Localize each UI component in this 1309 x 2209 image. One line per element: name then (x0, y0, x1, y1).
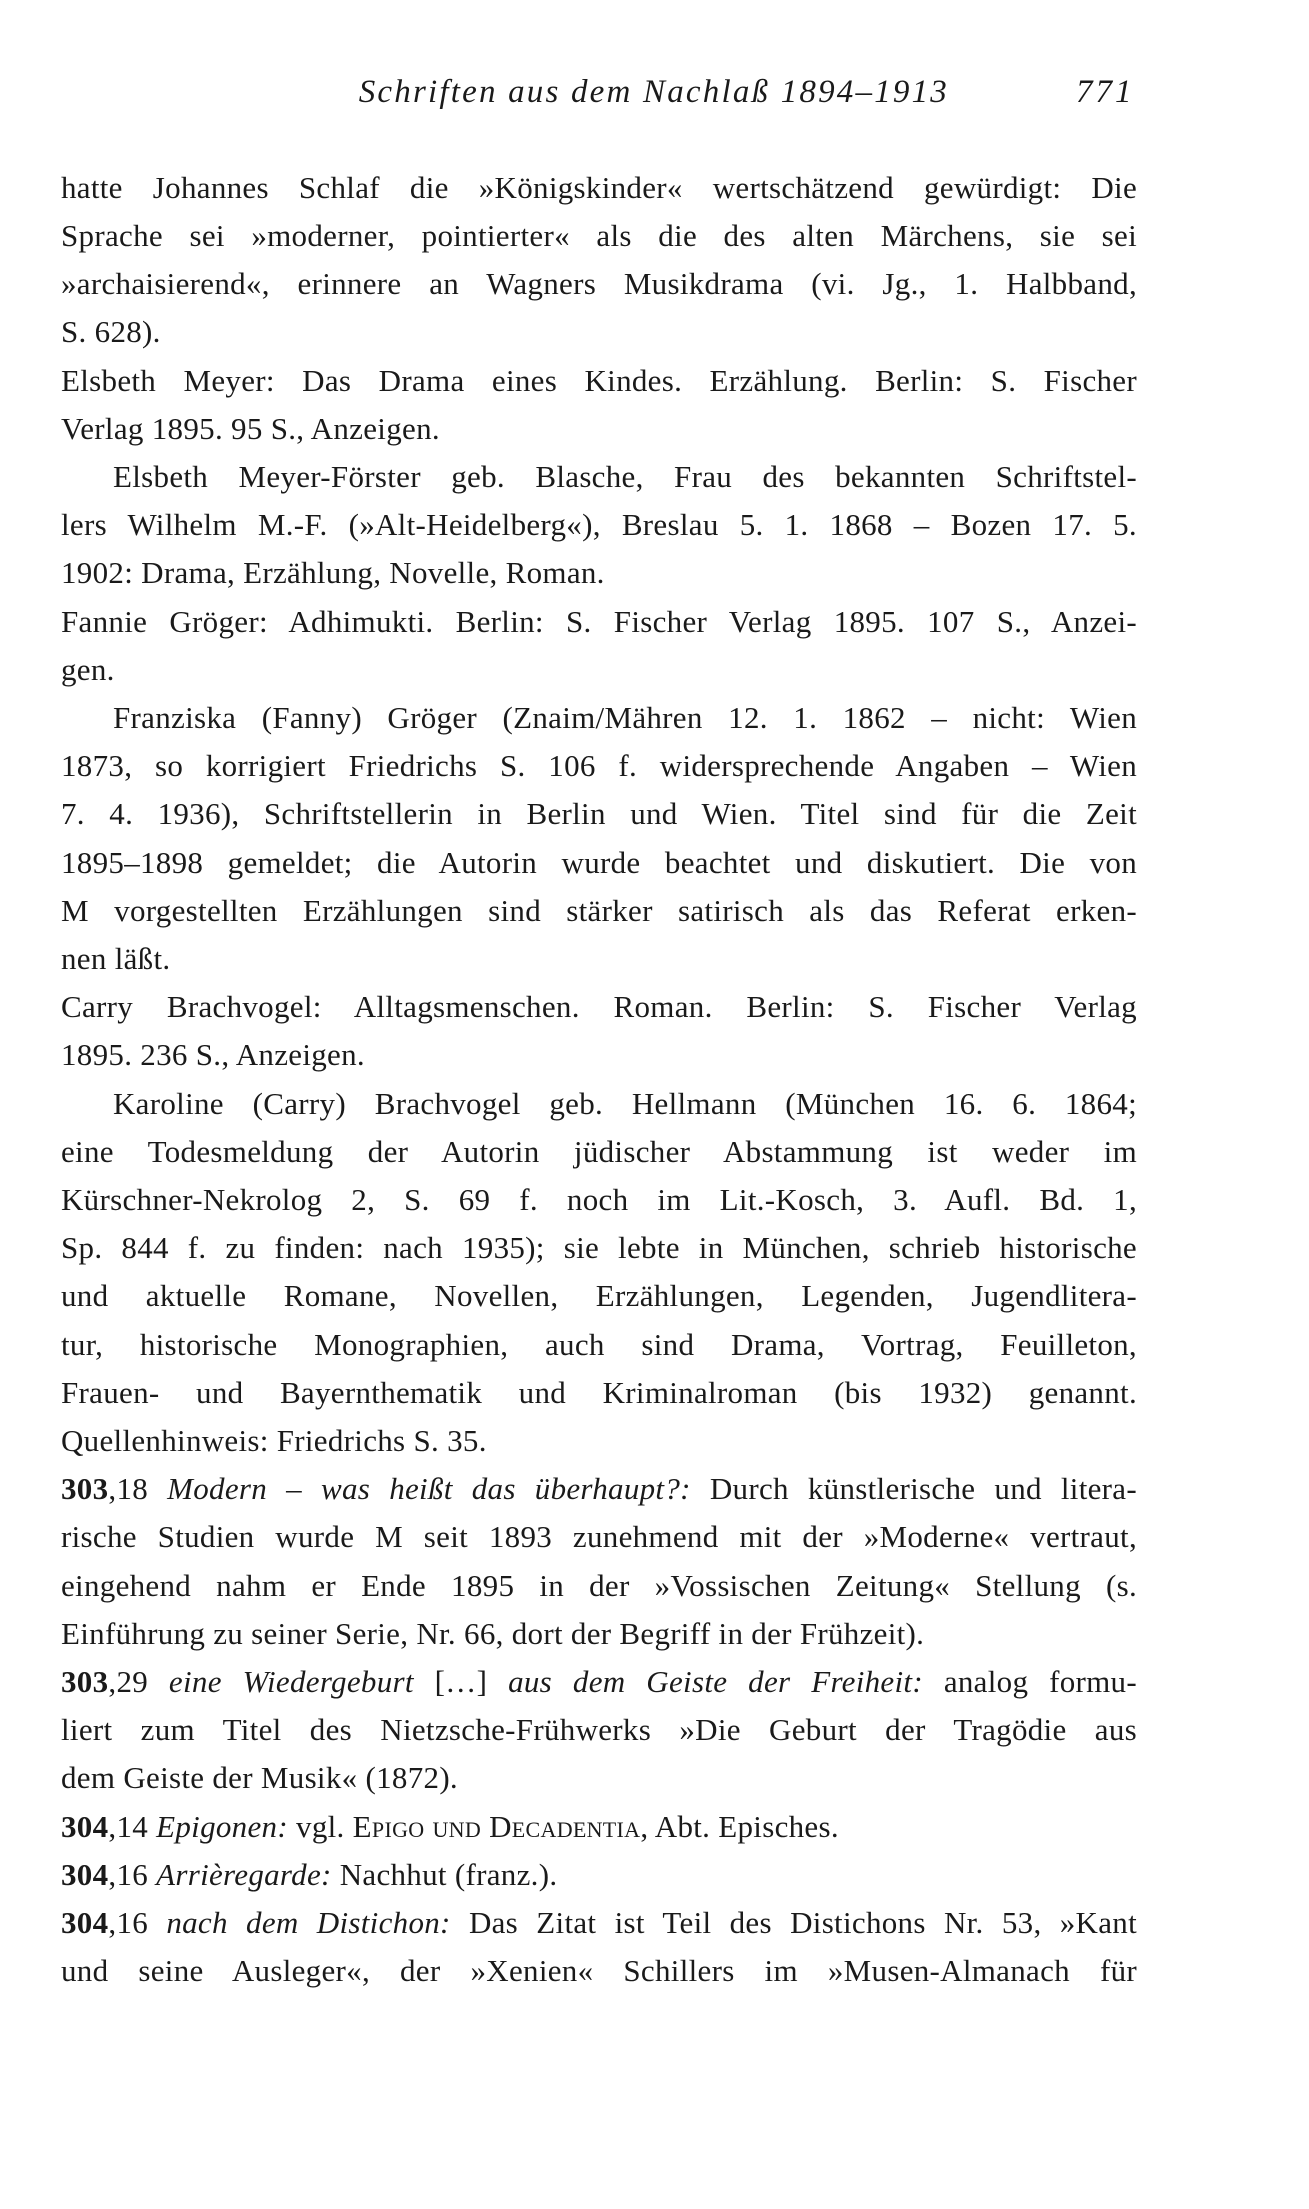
note-lemma: aus dem Geiste der Freiheit: (508, 1664, 923, 1699)
note-ref: 304 (61, 1809, 109, 1844)
note-entry (61, 1855, 1137, 1895)
cross-reference: Epigo und Decadentia (352, 1809, 641, 1844)
note-entry (61, 1807, 1137, 1847)
text-line: und aktuelle Romane, Novellen, Erzählungen, Legenden, Jugendlitera- (61, 1278, 1137, 1313)
text-line: 1895. 236 S., Anzeigen. (61, 1037, 365, 1072)
note-subref: ,14 (108, 1809, 149, 1844)
note-lemma: Modern – was heißt das überhaupt?: (167, 1471, 691, 1506)
text-line: Elsbeth Meyer: Das Drama eines Kindes. Erzählung. Berlin: S. Fischer (61, 363, 1137, 398)
text-line: hatte Johannes Schlaf die »Königskinder« wertschätzend gewürdigt: Die (61, 170, 1137, 205)
running-title: Schriften aus dem Nachlaß 1894–1913 (358, 74, 949, 110)
text-line: 1873, so korrigiert Friedrichs S. 106 f. widersprechende Angaben – Wien (61, 748, 1137, 783)
note-subref: ,16 (108, 1905, 149, 1940)
note-text: Durch künstlerische und litera- (709, 1471, 1137, 1506)
note-entry (61, 1469, 1137, 1509)
note-lemma: nach dem Distichon: (166, 1905, 451, 1940)
text-line: dem Geiste der Musik« (1872). (61, 1760, 458, 1795)
text-line: »archaisierend«, erinnere an Wagners Musikdrama (vi. Jg., 1. Halbband, (61, 266, 1137, 301)
note-entry (61, 1662, 1137, 1702)
note-lemma: Epigonen: (156, 1809, 288, 1844)
note-ref: 303 (61, 1664, 109, 1699)
text-line: Sprache sei »moderner, pointierter« als die des alten Märchens, sie sei (61, 218, 1137, 253)
text-line: Carry Brachvogel: Alltagsmenschen. Roman. Berlin: S. Fischer Verlag (61, 989, 1137, 1024)
text-line: eingehend nahm er Ende 1895 in der »Vossischen Zeitung« Stellung (s. (61, 1568, 1137, 1603)
note-ref: 303 (61, 1471, 109, 1506)
note-subref: ,29 (108, 1664, 149, 1699)
text-line: Einführung zu seiner Serie, Nr. 66, dort der Begriff in der Frühzeit). (61, 1616, 925, 1651)
note-text: vgl. (296, 1809, 345, 1844)
text-line: gen. (61, 652, 115, 687)
text-line: M vorgestellten Erzählungen sind stärker satirisch als das Referat erken- (61, 893, 1137, 928)
note-entry (61, 1903, 1137, 1943)
note-subref: ,18 (108, 1471, 149, 1506)
text-line: Sp. 844 f. zu finden: nach 1935); sie lebte in München, schrieb historische (61, 1230, 1137, 1265)
text-line: und seine Ausleger«, der »Xenien« Schillers im »Musen-Almanach für (61, 1953, 1137, 1988)
text-line: Frauen- und Bayernthematik und Kriminalroman (bis 1932) genannt. (61, 1375, 1137, 1410)
note-subref: ,16 (108, 1857, 149, 1892)
note-text: Das Zitat ist Teil des Distichons Nr. 53, »Kant (468, 1905, 1137, 1940)
note-ref: 304 (61, 1905, 109, 1940)
text-line: Elsbeth Meyer-Förster geb. Blasche, Frau des bekannten Schriftstel- (113, 459, 1137, 494)
text-line: Quellenhinweis: Friedrichs S. 35. (61, 1423, 487, 1458)
note-lemma: Arrièregarde: (156, 1857, 332, 1892)
text-line: tur, historische Monographien, auch sind Drama, Vortrag, Feuilleton, (61, 1327, 1137, 1362)
text-line: 1902: Drama, Erzählung, Novelle, Roman. (61, 555, 605, 590)
text-line: Fannie Gröger: Adhimukti. Berlin: S. Fischer Verlag 1895. 107 S., Anzei- (61, 604, 1137, 639)
text-line: eine Todesmeldung der Autorin jüdischer Abstammung ist weder im (61, 1134, 1137, 1169)
running-header (0, 74, 1309, 118)
text-line: nen läßt. (61, 941, 171, 976)
text-line: S. 628). (61, 314, 161, 349)
text-line: rische Studien wurde M seit 1893 zunehmend mit der »Moderne« vertraut, (61, 1519, 1137, 1554)
note-ref: 304 (61, 1857, 109, 1892)
note-lemma: eine Wiedergeburt (168, 1664, 414, 1699)
note-ellipsis: […] (434, 1664, 488, 1699)
page-number: 771 (1076, 74, 1135, 110)
text-line: Karoline (Carry) Brachvogel geb. Hellmann (München 16. 6. 1864; (113, 1086, 1137, 1121)
text-line: lers Wilhelm M.-F. (»Alt-Heidelberg«), Breslau 5. 1. 1868 – Bozen 17. 5. (61, 507, 1137, 542)
note-text: analog formu- (943, 1664, 1137, 1699)
note-text: Nachhut (franz.). (339, 1857, 558, 1892)
text-line: Kürschner-Nekrolog 2, S. 69 f. noch im Lit.-Kosch, 3. Aufl. Bd. 1, (61, 1182, 1137, 1217)
text-line: 1895–1898 gemeldet; die Autorin wurde beachtet und diskutiert. Die von (61, 845, 1137, 880)
text-line: 7. 4. 1936), Schriftstellerin in Berlin und Wien. Titel sind für die Zeit (61, 796, 1137, 831)
text-line: Franziska (Fanny) Gröger (Znaim/Mähren 12. 1. 1862 – nicht: Wien (113, 700, 1137, 735)
note-text: , Abt. Episches. (640, 1809, 839, 1844)
text-line: Verlag 1895. 95 S., Anzeigen. (61, 411, 440, 446)
text-line: liert zum Titel des Nietzsche-Frühwerks »Die Geburt der Tragödie aus (61, 1712, 1137, 1747)
